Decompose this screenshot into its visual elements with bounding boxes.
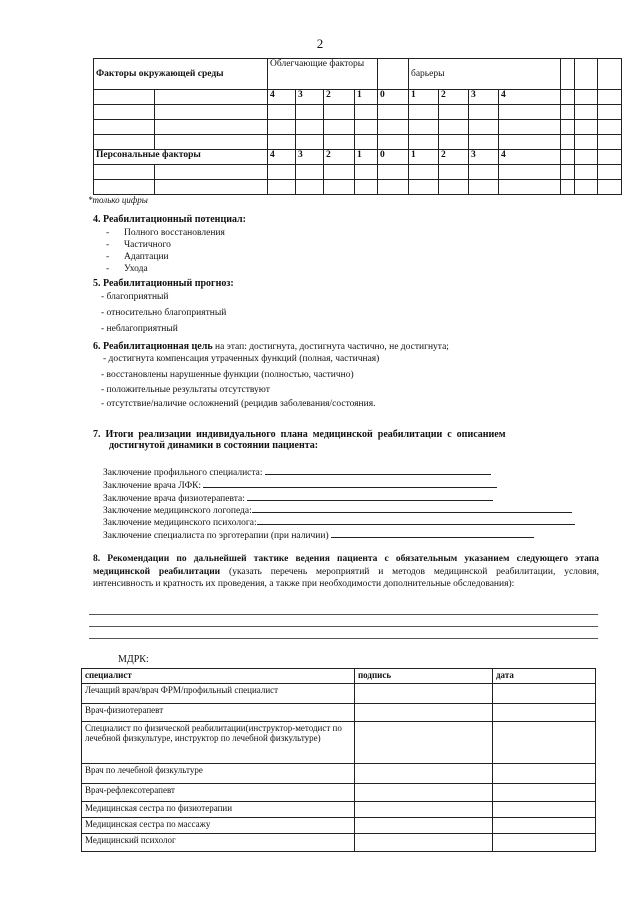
signature-cell[interactable] [355,722,493,764]
list-item: - Адаптации [106,252,169,262]
signature-cell[interactable] [355,834,493,852]
signature-cell[interactable] [355,704,493,722]
date-cell[interactable] [493,802,596,818]
scale-cell: 2 [439,90,469,105]
signature-cell[interactable] [355,684,493,704]
date-header: дата [493,669,596,684]
digits-only-note: *только цифры [88,195,148,205]
scale-cell: 4 [499,90,561,105]
scale-cell: 4 [268,150,296,165]
env-factors-header: Факторы окружающей среды [94,59,268,90]
scale-cell: 1 [409,90,439,105]
specialist-cell: Врач по лечебной физкультуре [82,764,355,784]
conclusion-field[interactable] [265,465,491,475]
conclusion-line: Заключение профильного специалиста: [103,465,491,478]
table-row [82,704,596,722]
list-item: - Полного восстановления [106,228,225,238]
table-row [82,834,596,852]
conclusion-line: Заключение медицинского логопеда: [103,503,572,516]
scale-cell: 4 [268,90,296,105]
conclusion-line: Заключение врача ЛФК: [103,478,497,491]
table-row [82,722,596,764]
table-row [82,818,596,834]
page-number: 2 [316,36,324,51]
list-item: - восстановлены нарушенные функции (полностью, частично) [101,370,354,380]
scale-cell: 0 [378,90,409,105]
mdrk-label: МДРК: [118,654,149,665]
signature-cell[interactable] [355,784,493,802]
scale-cell: 3 [296,150,324,165]
section7-title-line1: 7. Итоги реализации индивидуального плана медицинской реабилитации с описанием [93,429,506,440]
scale-cell: 1 [355,90,378,105]
table-row [82,684,596,704]
table-row [82,802,596,818]
section6-title: 6. Реабилитационная цель на этап: достигнута, достигнута частично, не достигнута; [93,341,449,352]
personal-factors-header: Персональные факторы [94,150,268,165]
scale-cell: 1 [355,150,378,165]
specialist-cell: Лечащий врач/врач ФРМ/профильный специалист [82,684,355,704]
conclusion-field[interactable] [203,478,497,488]
list-item: - благоприятный [101,292,169,302]
date-cell[interactable] [493,818,596,834]
date-cell[interactable] [493,684,596,704]
conclusion-line: Заключение специалиста по эрготерапии (при наличии) [103,528,534,541]
specialist-header: специалист [82,669,355,684]
scale-cell: 2 [324,150,355,165]
date-cell[interactable] [493,764,596,784]
scale-cell: 3 [469,90,499,105]
factors-table [93,58,622,195]
specialist-cell: Медицинская сестра по массажу [82,818,355,834]
conclusion-field[interactable] [257,515,575,525]
conclusion-field[interactable] [331,528,534,538]
list-item: - неблагоприятный [101,324,178,334]
list-item: - относительно благоприятный [101,308,227,318]
scale-cell: 3 [469,150,499,165]
list-item: - Частичного [106,240,171,250]
section4-title: 4. Реабилитационный потенциал: [93,214,246,225]
signature-cell[interactable] [355,802,493,818]
answer-line[interactable] [89,614,598,615]
scale-cell: 4 [499,150,561,165]
section5-title: 5. Реабилитационный прогноз: [93,278,234,289]
scale-cell: 3 [296,90,324,105]
signature-cell[interactable] [355,818,493,834]
specialist-cell: Врач-рефлексотерапевт [82,784,355,802]
table-row [82,784,596,802]
specialist-cell: Специалист по физической реабилитации(инструктор-методист по лечебной физкультуре, инструктор по лечебной физкультуре) [82,722,355,764]
list-item: - достигнута компенсация утраченных функций (полная, частичная) [103,354,380,364]
answer-line[interactable] [89,638,598,639]
date-cell[interactable] [493,834,596,852]
conclusion-line: Заключение врача физиотерапевта: [103,491,493,504]
scale-row [94,90,622,105]
scale-cell: 2 [439,150,469,165]
conclusion-field[interactable] [247,491,493,501]
personal-factors-row [94,150,622,165]
specialist-cell: Медицинская сестра по физиотерапии [82,802,355,818]
date-cell[interactable] [493,704,596,722]
mdrk-table [81,668,596,852]
specialist-cell: Медицинский психолог [82,834,355,852]
list-item: - положительные результаты отсутствуют [101,385,270,395]
section8-paragraph: 8. Рекомендации по дальнейшей тактике ведения пациента с обязательным указанием следующего этапа медицинской реабилитации (указать перечень мероприятий и методов медицинской реабилитации, условия, интенсивность и кратность их проведения, а также при необходимости дополнительные обследования): [93,554,599,589]
conclusion-field[interactable] [252,503,572,513]
date-cell[interactable] [493,784,596,802]
scale-cell: 2 [324,90,355,105]
list-item: - Ухода [106,264,148,274]
scale-cell: 1 [409,150,439,165]
list-item: - отсутствие/наличие осложнений (рецидив заболевания/состояния. [101,399,376,409]
conclusion-line: Заключение медицинского психолога: [103,515,575,528]
barriers-header: барьеры [409,59,561,90]
table-row [82,764,596,784]
facilitating-factors-header: Облегчающие факторы [268,59,378,90]
specialist-cell: Врач-физиотерапевт [82,704,355,722]
date-cell[interactable] [493,722,596,764]
signature-header: подпись [355,669,493,684]
scale-cell: 0 [378,150,409,165]
signature-cell[interactable] [355,764,493,784]
answer-line[interactable] [89,626,598,627]
section7-title-line2: достигнутой динамики в состоянии пациента: [109,440,319,451]
